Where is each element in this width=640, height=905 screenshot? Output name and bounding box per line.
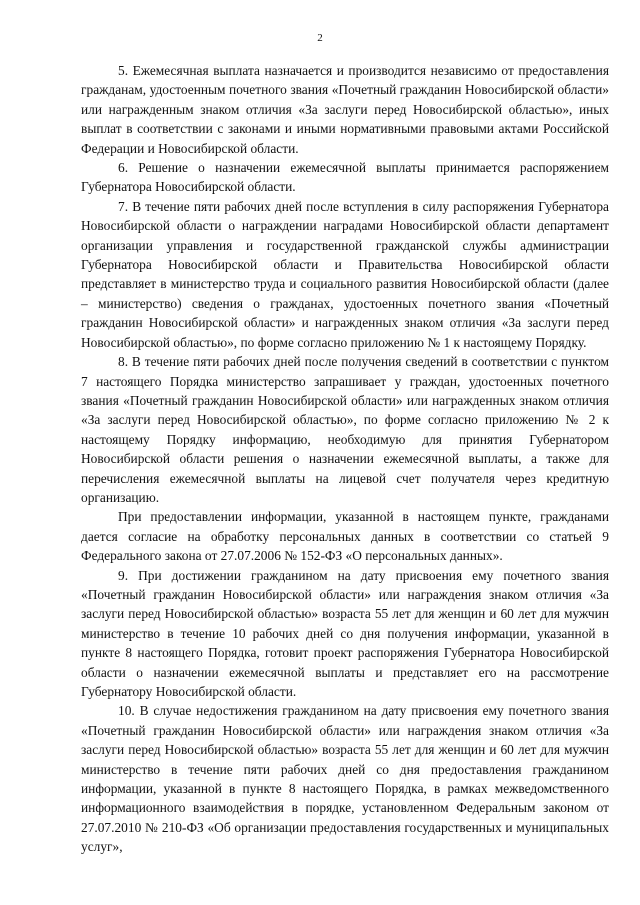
paragraph-item-7: 7. В течение пяти рабочих дней после вступления в силу распоряжения Губернатора Новосибирской области о награждении наградами Новосибирской области департамент организации управления и государственной гражданской службы администрации Губернатора Новосибирской области и Правительства Новосибирской области представляет в министерство труда и социального развития Новосибирской области (далее – министерство) сведения о гражданах, удостоенных почетного звания «Почетный гражданин Новосибирской области» и награжденных знаком отличия «За заслуги перед Новосибирской областью», по форме согласно приложению № 1 к настоящему Порядку. — [81, 198, 609, 350]
paragraph-consent: При предоставлении информации, указанной в настоящем пункте, гражданами дается согласие на обработку персональных данных в соответствии со статьей 9 Федерального закона от 27.07.2006 № 152-ФЗ «О персональных данных». — [81, 509, 609, 564]
paragraph-item-6: 6. Решение о назначении ежемесячной выплаты принимается распоряжением Губернатора Новосибирской области. — [81, 160, 609, 195]
paragraph-item-5: 5. Ежемесячная выплата назначается и производится независимо от предоставления гражданам, удостоенным почетного звания «Почетный гражданин Новосибирской области» или награжденным знаком отличия «За заслуги перед Новосибирской областью», иных выплат в соответствии с законами и иными нормативными правовыми актами Российской Федерации и Новосибирской области. — [81, 63, 609, 156]
page-number: 2 — [317, 32, 323, 44]
paragraph-item-10: 10. В случае недостижения гражданином на дату присвоения ему почетного звания «Почетный гражданин Новосибирской области» или награждения знаком отличия «За заслуги перед Новосибирской областью» возраста 55 лет для женщин и 60 лет для мужчин министерство в течение пяти рабочих дней со дня предоставления гражданином информации, указанной в пункте 8 настоящего Порядка, в рамках межведомственного информационного взаимодействия в порядке, установленном Федеральным законом от 27.07.2010 № 210-ФЗ «Об организации предоставления государственных и муниципальных услуг», — [81, 703, 609, 855]
paragraph-item-8: 8. В течение пяти рабочих дней после получения сведений в соответствии с пунктом 7 настоящего Порядка министерство запрашивает у граждан, удостоенных почетного звания «Почетный гражданин Новосибирской области» или награжденных знаком отличия «За заслуги перед Новосибирской областью», по форме согласно приложению № 2 к настоящему Порядку информацию, необходимую для принятия Губернатором Новосибирской области решения о назначении ежемесячной выплаты, а также для перечисления ежемесячной выплаты на лицевой счет получателя через кредитную организацию. — [81, 354, 609, 505]
paragraph-item-9: 9. При достижении гражданином на дату присвоения ему почетного звания «Почетный гражданин Новосибирской области» или награждения знаком отличия «За заслуги перед Новосибирской областью» возраста 55 лет для женщин и 60 лет для мужчин министерство в течение 10 рабочих дней со дня получения информации, указанной в пункте 8 настоящего Порядка, готовит проект распоряжения Губернатора Новосибирской области о назначении ежемесячной выплаты и представляет его на рассмотрение Губернатору Новосибирской области. — [81, 567, 609, 699]
document-body — [81, 61, 609, 857]
